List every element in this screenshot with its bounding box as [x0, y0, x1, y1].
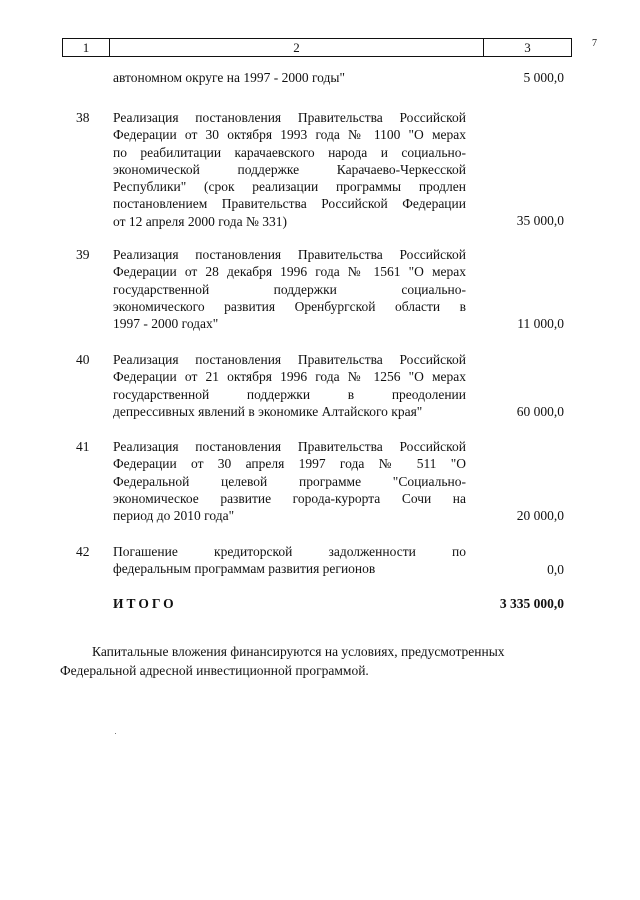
row-number: 40	[76, 352, 90, 367]
row-description	[113, 246, 466, 332]
column-2-header: 2	[110, 39, 484, 56]
column-3-header: 3	[524, 40, 531, 55]
row-amount: 35 000,0	[516, 213, 564, 228]
description-line: Федеральной целевой программе "Социально-	[113, 473, 466, 489]
row-amount: 0,0	[547, 562, 564, 577]
description-line: государственной поддержки в преодолении	[113, 386, 466, 402]
description-line: экономическое развитие города-курорта Сочи на	[113, 490, 466, 506]
description-line: Реализация постановления Правительства Российской	[113, 352, 466, 367]
description-line: экономической поддержке Карачаево-Черкесской	[113, 161, 466, 177]
description-line: Реализация постановления Правительства Российской	[113, 247, 466, 262]
scan-speck	[115, 733, 116, 734]
column-1-header: 1	[63, 39, 110, 56]
description-line: федеральным программам развития регионов	[113, 561, 376, 577]
description-line: Реализация постановления Правительства Российской	[113, 110, 466, 125]
total-label: ИТОГО	[113, 596, 177, 611]
description-line: депрессивных явлений в экономике Алтайского края"	[113, 403, 423, 419]
footnote	[60, 642, 555, 680]
row-amount: 20 000,0	[516, 508, 564, 523]
page-number: 7	[592, 38, 597, 49]
row-description	[113, 351, 466, 420]
footnote-line: Федеральной адресной инвестиционной программой.	[60, 663, 369, 678]
description-line: Реализация постановления Правительства Российской	[113, 439, 466, 454]
row-number: 39	[76, 247, 90, 262]
row-number: 38	[76, 110, 90, 125]
table-column-header	[62, 38, 572, 57]
row-number: 41	[76, 439, 90, 454]
description-line: по реабилитации карачаевского народа и социально-	[113, 144, 466, 160]
description-line: период до 2010 года"	[113, 508, 235, 524]
continuation-text: автономном округе на 1997 - 2000 годы"	[113, 70, 345, 85]
description-line: постановлением Правительства Российской Федерации	[113, 196, 466, 212]
row-amount: 60 000,0	[516, 404, 564, 419]
row-amount: 11 000,0	[517, 316, 564, 331]
row-number: 42	[76, 544, 90, 559]
description-line: Федерации от 30 октября 1993 года № 1100 "О мерах	[113, 127, 466, 143]
description-line: от 12 апреля 2000 года № 331)	[113, 213, 287, 229]
description-line: экономического развития Оренбургской области в	[113, 298, 466, 314]
description-line: 1997 - 2000 годах"	[113, 316, 219, 332]
row-description	[113, 543, 466, 578]
description-line: Федерации от 21 октября 1996 года № 1256 "О мерах	[113, 369, 466, 385]
description-line: Погашение кредиторской задолженности по	[113, 544, 466, 559]
description-line: Федерации от 28 декабря 1996 года № 1561 "О мерах	[113, 264, 466, 280]
continuation-amount: 5 000,0	[523, 70, 564, 85]
footnote-line: Капитальные вложения финансируются на условиях, предусмотренных	[92, 644, 505, 659]
description-line: государственной поддержки социально-	[113, 281, 466, 297]
description-line: Федерации от 30 апреля 1997 года № 511 "О	[113, 456, 466, 472]
total-amount: 3 335 000,0	[499, 596, 564, 611]
row-description	[113, 438, 466, 524]
description-line: Республики" (срок реализации программы продлен	[113, 179, 466, 195]
row-description	[113, 109, 466, 230]
